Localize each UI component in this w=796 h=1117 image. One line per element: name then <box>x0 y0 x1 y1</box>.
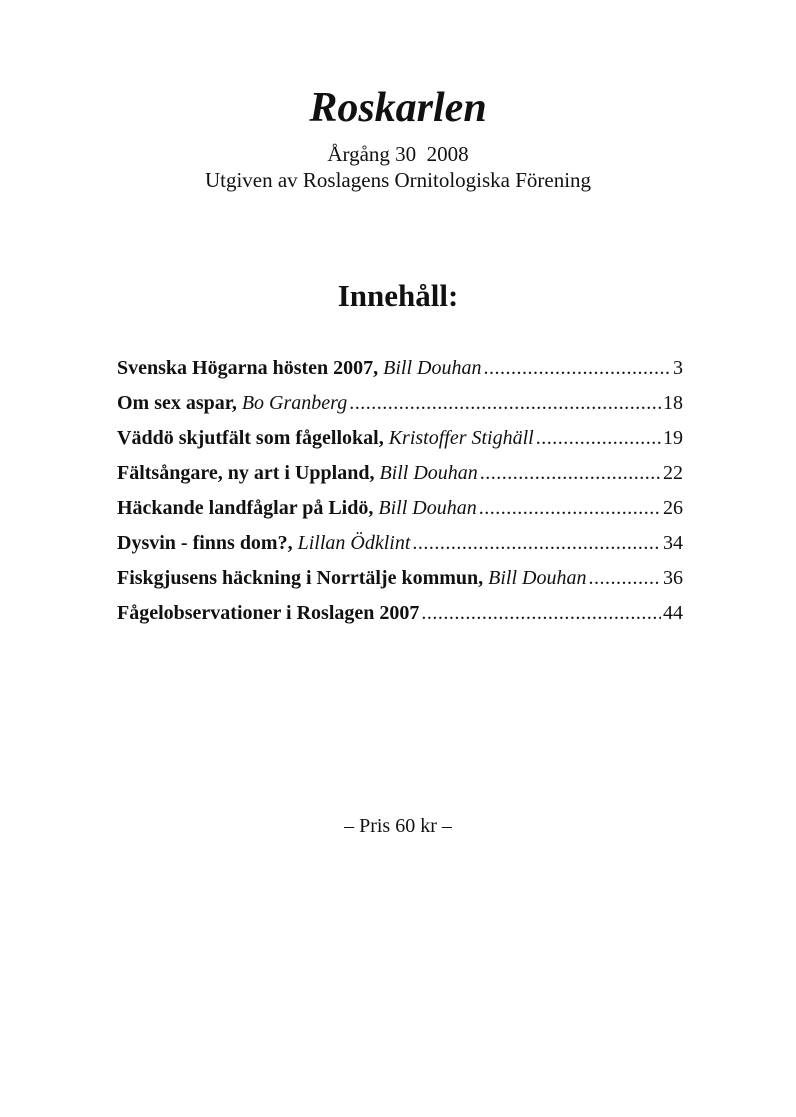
toc-entry <box>117 494 683 529</box>
toc-entry <box>117 424 683 459</box>
contents-heading: Innehåll: <box>337 278 459 313</box>
toc-entry-page: 3 <box>673 357 683 379</box>
toc-entry <box>117 529 683 564</box>
toc-entry-title: Fiskgjusens häckning i Norrtälje kommun, <box>117 567 484 589</box>
toc-entry-title: Svenska Högarna hösten 2007, <box>117 357 379 379</box>
toc-entry <box>117 389 683 424</box>
toc-entry-author: Bo Granberg <box>241 392 348 414</box>
toc-entry-author: Kristoffer Stighäll <box>388 427 534 449</box>
toc-entry <box>117 459 683 494</box>
toc-entry-page: 34 <box>663 532 683 554</box>
toc-entry-title: Om sex aspar, <box>117 392 237 414</box>
volume-year: Årgång 30 2008 <box>327 142 469 166</box>
toc-entry-page: 18 <box>663 392 683 414</box>
table-of-contents <box>117 354 683 634</box>
price: – Pris 60 kr – <box>344 815 452 837</box>
dot-leader <box>536 424 661 452</box>
toc-entry-author: Lillan Ödklint <box>297 532 411 554</box>
toc-entry-title: Häckande landfåglar på Lidö, <box>117 497 374 519</box>
journal-title: Roskarlen <box>309 85 487 131</box>
dot-leader <box>421 599 661 627</box>
toc-entry-page: 26 <box>663 497 683 519</box>
dot-leader <box>589 564 662 592</box>
toc-entry-page: 22 <box>663 462 683 484</box>
toc-entry <box>117 599 683 634</box>
dot-leader <box>480 459 661 487</box>
toc-entry <box>117 564 683 599</box>
toc-entry-title: Väddö skjutfält som fågellokal, <box>117 427 384 449</box>
toc-entry-author: Bill Douhan <box>379 462 478 484</box>
toc-entry-title: Dysvin - finns dom?, <box>117 532 293 554</box>
toc-entry-page: 19 <box>663 427 683 449</box>
toc-entry-page: 36 <box>663 567 683 589</box>
toc-entry <box>117 354 683 389</box>
toc-entry-author: Bill Douhan <box>383 357 482 379</box>
publisher: Utgiven av Roslagens Ornitologiska Förening <box>204 168 592 192</box>
dot-leader <box>479 494 661 522</box>
toc-entry-author: Bill Douhan <box>488 567 587 589</box>
dot-leader <box>412 529 661 557</box>
toc-entry-author: Bill Douhan <box>378 497 477 519</box>
dot-leader <box>484 354 672 382</box>
toc-entry-page: 44 <box>663 602 683 624</box>
toc-entry-title: Fältsångare, ny art i Uppland, <box>117 462 375 484</box>
dot-leader <box>349 389 661 417</box>
toc-entry-title: Fågelobservationer i Roslagen 2007 <box>117 602 420 624</box>
